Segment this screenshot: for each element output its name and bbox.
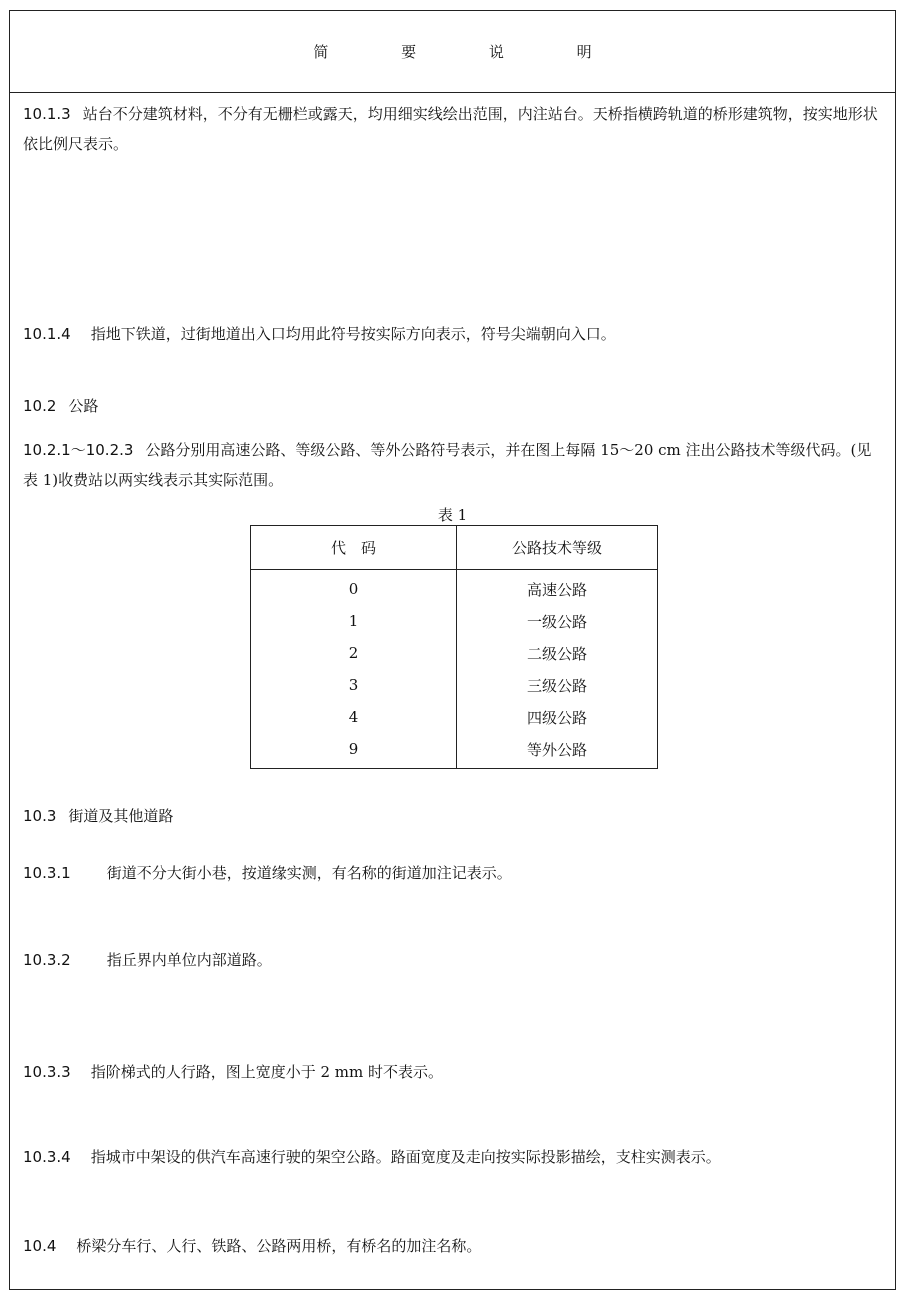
- column-header-code: 代 码: [251, 526, 457, 570]
- grade-cell: 高速公路: [457, 570, 658, 606]
- code-cell: 3: [348, 676, 359, 694]
- paragraph-10-3-3: [23, 1057, 885, 1087]
- paragraph-10-2-1: [23, 435, 885, 495]
- section-text: 桥梁分车行、人行、铁路、公路两用桥，有桥名的加注名称。: [76, 1237, 482, 1255]
- section-text: 指阶梯式的人行路，图上宽度小于 2 mm 时不表示。: [90, 1063, 444, 1081]
- section-text: 站台不分建筑材料，不分有无栅栏或露天，均用细实线绘出范围，内注站台。天桥指横跨轨道的桥形建筑物，按实地形状依比例尺表示。: [23, 105, 878, 153]
- grade-cell: 四级公路: [457, 701, 658, 733]
- section-text: 街道及其他道路: [68, 807, 174, 825]
- section-text: 指地下铁道，过街地道出入口均用此符号按实际方向表示，符号尖端朝向入口。: [90, 325, 616, 343]
- page-title: 简 要 说 明: [10, 11, 895, 93]
- section-number: 10.3: [23, 807, 57, 825]
- table-row: [251, 733, 658, 769]
- code-cell: 1: [348, 612, 359, 630]
- table-caption: 表 1: [437, 506, 468, 524]
- paragraph-10-3-1: [23, 858, 885, 888]
- road-grade-table: [250, 525, 658, 769]
- paragraph-10-1-4: [23, 319, 885, 349]
- paragraph-10-3-2: [23, 945, 885, 975]
- section-number: 10.3.3: [23, 1063, 71, 1081]
- table-row: [251, 669, 658, 701]
- code-cell: 2: [348, 644, 359, 662]
- section-number: 10.2.1～10.2.3: [23, 441, 134, 459]
- grade-cell: 二级公路: [457, 637, 658, 669]
- section-number: 10.4: [23, 1237, 57, 1255]
- paragraph-10-3-4: [23, 1142, 885, 1172]
- section-number: 10.1.4: [23, 325, 71, 343]
- table-row: [251, 637, 658, 669]
- paragraph-10-2: [23, 391, 885, 421]
- section-text: 街道不分大街小巷，按道缘实测，有名称的街道加注记表示。: [106, 864, 512, 882]
- grade-cell: 三级公路: [457, 669, 658, 701]
- document-frame: [9, 10, 896, 1290]
- section-text: 指丘界内单位内部道路。: [106, 951, 272, 969]
- section-text: 公路分别用高速公路、等级公路、等外公路符号表示，并在图上每隔 15～20 cm 注出公路技术等级代码。(见表 1)收费站以两实线表示其实际范围。: [23, 441, 872, 489]
- table-header-row: [251, 526, 658, 570]
- section-number: 10.3.4: [23, 1148, 71, 1166]
- paragraph-10-3: [23, 801, 885, 831]
- paragraph-10-4: [23, 1231, 885, 1261]
- section-number: 10.3.1: [23, 864, 71, 882]
- paragraph-10-1-3: [23, 99, 885, 159]
- section-text: 公路: [68, 397, 99, 415]
- table-row: [251, 701, 658, 733]
- grade-cell: 一级公路: [457, 605, 658, 637]
- column-header-grade: 公路技术等级: [457, 526, 658, 570]
- section-number: 10.3.2: [23, 951, 71, 969]
- section-number: 10.1.3: [23, 105, 71, 123]
- code-cell: 0: [348, 580, 359, 598]
- table-row: [251, 605, 658, 637]
- grade-cell: 等外公路: [457, 733, 658, 769]
- code-cell: 9: [348, 740, 359, 758]
- section-text: 指城市中架设的供汽车高速行驶的架空公路。路面宽度及走向按实际投影描绘，支柱实测表示。: [90, 1148, 721, 1166]
- table-row: [251, 570, 658, 606]
- section-number: 10.2: [23, 397, 57, 415]
- code-cell: 4: [348, 708, 359, 726]
